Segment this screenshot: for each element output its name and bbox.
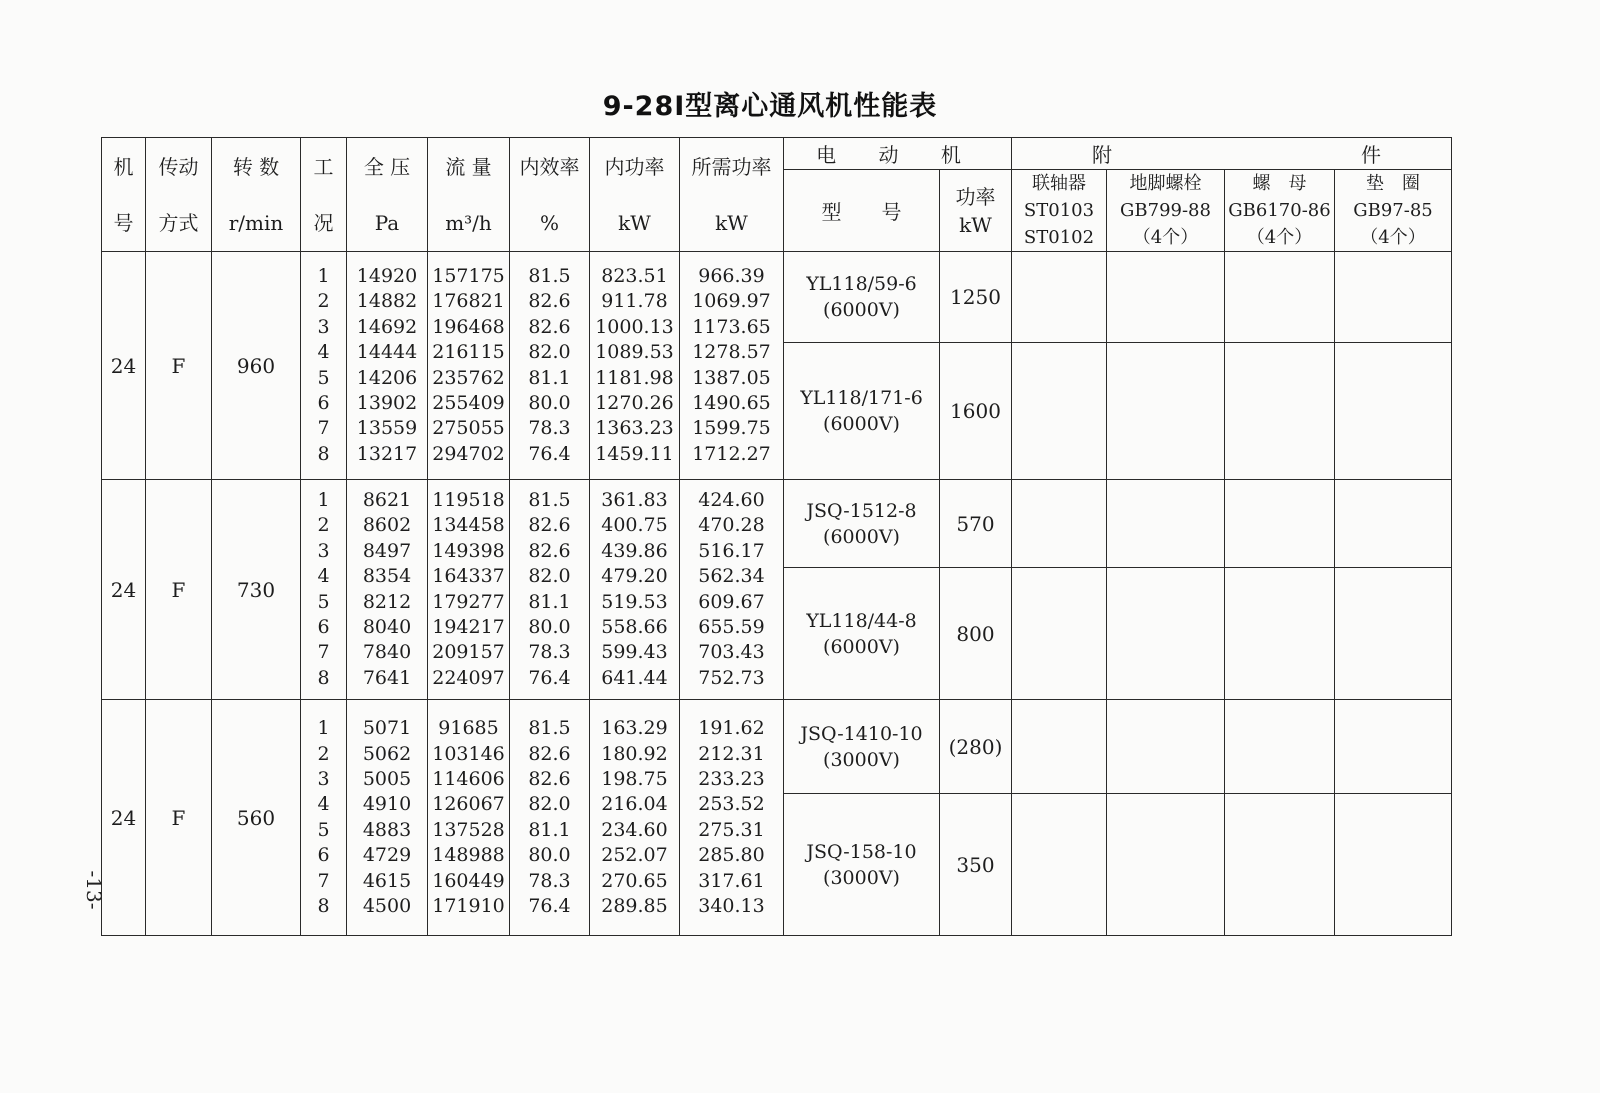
xiaolv-value: 81.5 (528, 717, 571, 740)
luomu-cell (1225, 700, 1335, 794)
gongkuang-value: 4 (317, 565, 330, 588)
neigonglv-value: 641.44 (601, 666, 668, 689)
liuliang-value: 126067 (432, 793, 505, 816)
neigonglv-col (590, 700, 680, 936)
liuliang-col (428, 480, 510, 700)
header-zhuanshu: 转 数 r/min (212, 138, 301, 252)
neigonglv-value: 198.75 (601, 767, 668, 790)
liuliang-value: 294702 (432, 442, 505, 465)
quanya-value: 5062 (362, 742, 412, 765)
neigonglv-value: 558.66 (601, 616, 668, 639)
dijiao-cell (1107, 568, 1225, 700)
quanya-value: 8602 (362, 514, 412, 537)
motor-model-line: YL118/59-6 (806, 273, 917, 295)
suoxu-value: 233.23 (698, 767, 765, 790)
liuliang-value: 114606 (432, 767, 505, 790)
header-jian: 件 (1361, 143, 1381, 167)
neigonglv-value: 911.78 (601, 290, 668, 313)
liuliang-value: 91685 (438, 717, 499, 740)
suoxu-col (680, 252, 784, 480)
motor-power-cell: 350 (940, 794, 1012, 936)
dijiao-cell (1107, 252, 1225, 343)
header-dijiao: 地脚螺栓 GB799-88 （4个） (1107, 170, 1225, 252)
suoxu-value: 253.52 (698, 793, 765, 816)
motor-model-line: YL118/171-6 (800, 387, 923, 409)
suoxu-value: 212.31 (698, 742, 765, 765)
neigonglv-value: 234.60 (601, 818, 668, 841)
jihao-cell: 24 (102, 480, 146, 700)
quanya-value: 4500 (362, 894, 412, 917)
header-neigonglv: 内功率 kW (590, 138, 680, 252)
suoxu-value: 1069.97 (692, 290, 771, 313)
xiaolv-value: 81.1 (528, 818, 571, 841)
xiaolv-value: 81.5 (528, 264, 571, 287)
quanya-value: 14882 (356, 290, 418, 313)
neigonglv-value: 289.85 (601, 894, 668, 917)
liuliang-col (428, 252, 510, 480)
table-header (102, 138, 1452, 252)
motor-power-cell: 570 (940, 480, 1012, 568)
suoxu-value: 317.61 (698, 869, 765, 892)
liuliang-value: 255409 (432, 391, 505, 414)
luomu-cell (1225, 480, 1335, 568)
gongkuang-col (301, 252, 347, 480)
suoxu-value: 275.31 (698, 818, 765, 841)
xiaolv-value: 81.5 (528, 489, 571, 511)
liuliang-value: 179277 (432, 590, 505, 613)
suoxu-value: 1490.65 (692, 391, 771, 414)
dijiao-cell (1107, 343, 1225, 480)
quanya-value: 4883 (362, 818, 412, 841)
neigonglv-value: 1000.13 (595, 315, 674, 338)
motor-model-cell (784, 343, 940, 480)
suoxu-value: 1278.57 (692, 341, 771, 364)
neigonglv-value: 270.65 (601, 869, 668, 892)
header-motor-model: 型 号 (784, 170, 940, 252)
motor-model-line: JSQ-1410-10 (800, 722, 923, 745)
suoxu-value: 562.34 (698, 565, 765, 588)
quanya-value: 4729 (362, 844, 412, 867)
header-luomu: 螺 母 GB6170-86 （4个） (1225, 170, 1335, 252)
motor-model-line: (6000V) (823, 525, 900, 548)
motor-model-line: (3000V) (823, 748, 900, 771)
neigonglv-value: 180.92 (601, 742, 668, 765)
header-fu: 附 (1092, 143, 1112, 167)
quanya-value: 8497 (362, 539, 412, 562)
gongkuang-value: 7 (317, 417, 330, 440)
gongkuang-value: 1 (317, 264, 330, 287)
xiaolv-value: 80.0 (528, 391, 571, 414)
neigonglv-value: 1270.26 (595, 391, 674, 414)
quanya-value: 5005 (362, 767, 412, 790)
quanya-col (347, 480, 428, 700)
lianzhou-cell (1012, 480, 1107, 568)
neigonglv-value: 400.75 (601, 514, 668, 537)
quanya-value: 4910 (362, 793, 412, 816)
motor-model-line: JSQ-1512-8 (806, 499, 917, 522)
luomu-cell (1225, 794, 1335, 936)
motor-model-line: YL118/44-8 (806, 609, 917, 632)
header-motor: 电 动 机 (784, 138, 1012, 170)
xiaolv-value: 78.3 (528, 869, 571, 892)
neigonglv-value: 361.83 (601, 489, 668, 511)
liuliang-value: 196468 (432, 315, 505, 338)
motor-power-cell: 800 (940, 568, 1012, 700)
suoxu-value: 470.28 (698, 514, 765, 537)
neigonglv-value: 163.29 (601, 717, 668, 740)
suoxu-value: 1712.27 (692, 442, 771, 465)
liuliang-value: 164337 (432, 565, 505, 588)
liuliang-value: 160449 (432, 869, 505, 892)
header-lianzhou: 联轴器 ST0103 ST0102 (1012, 170, 1107, 252)
xiaolv-value: 81.1 (528, 366, 571, 389)
neigonglv-value: 479.20 (601, 565, 668, 588)
quanya-value: 7641 (362, 666, 412, 689)
header-liuliang: 流 量 m³/h (428, 138, 510, 252)
xiaolv-value: 82.6 (528, 742, 571, 765)
liuliang-value: 149398 (432, 539, 505, 562)
gongkuang-value: 1 (317, 489, 330, 511)
xiaolv-value: 78.3 (528, 417, 571, 440)
neigonglv-value: 1363.23 (595, 417, 674, 440)
zhuanshu-cell: 730 (212, 480, 301, 700)
lianzhou-cell (1012, 794, 1107, 936)
motor-model-cell (784, 480, 940, 568)
xiaolv-value: 82.6 (528, 767, 571, 790)
quanya-value: 8212 (362, 590, 412, 613)
neigonglv-value: 252.07 (601, 844, 668, 867)
suoxu-value: 655.59 (698, 616, 765, 639)
table-title: 9-28Ⅰ型离心通风机性能表 (602, 91, 938, 122)
motor-model-line: (6000V) (823, 635, 900, 658)
dianquan-cell (1335, 794, 1452, 936)
xiaolv-value: 82.6 (528, 539, 571, 562)
dijiao-cell (1107, 480, 1225, 568)
gongkuang-value: 3 (317, 539, 330, 562)
luomu-cell (1225, 252, 1335, 343)
lianzhou-cell (1012, 252, 1107, 343)
quanya-col (347, 700, 428, 936)
quanya-value: 14692 (356, 315, 418, 338)
motor-model-cell (784, 252, 940, 343)
quanya-value: 8621 (362, 489, 412, 511)
liuliang-value: 235762 (432, 366, 505, 389)
xiaolv-col (510, 700, 590, 936)
suoxu-value: 285.80 (698, 844, 765, 867)
liuliang-value: 224097 (432, 666, 505, 689)
liuliang-value: 171910 (432, 894, 505, 917)
suoxu-value: 609.67 (698, 590, 765, 613)
suoxu-value: 703.43 (698, 641, 765, 664)
quanya-value: 4615 (362, 869, 412, 892)
header-neixiaolv: 内效率 % (510, 138, 590, 252)
suoxu-value: 966.39 (698, 264, 765, 287)
suoxu-value: 516.17 (698, 539, 765, 562)
quanya-value: 5071 (362, 717, 412, 740)
quanya-col (347, 252, 428, 480)
lianzhou-cell (1012, 343, 1107, 480)
dianquan-cell (1335, 700, 1452, 794)
zhuanshu-cell: 560 (212, 700, 301, 936)
liuliang-value: 216115 (432, 341, 505, 364)
quanya-value: 13217 (356, 442, 418, 465)
xiaolv-value: 81.1 (528, 590, 571, 613)
gongkuang-value: 2 (317, 290, 330, 313)
chuandong-cell: F (146, 700, 212, 936)
xiaolv-value: 82.6 (528, 315, 571, 338)
gongkuang-value: 8 (317, 442, 330, 465)
xiaolv-value: 82.0 (528, 341, 571, 364)
gongkuang-value: 2 (317, 742, 330, 765)
motor-power-cell: 1250 (940, 252, 1012, 343)
dianquan-cell (1335, 480, 1452, 568)
header-chuandong: 传动 方式 (146, 138, 212, 252)
motor-power-cell: (280) (940, 700, 1012, 794)
neigonglv-value: 519.53 (601, 590, 668, 613)
motor-model-line: (6000V) (823, 299, 900, 321)
liuliang-value: 209157 (432, 641, 505, 664)
gongkuang-value: 5 (317, 818, 330, 841)
gongkuang-value: 3 (317, 315, 330, 338)
neigonglv-value: 823.51 (601, 264, 668, 287)
xiaolv-value: 76.4 (528, 442, 571, 465)
suoxu-value: 191.62 (698, 717, 765, 740)
xiaolv-value: 76.4 (528, 894, 571, 917)
liuliang-value: 275055 (432, 417, 505, 440)
motor-model-cell (784, 700, 940, 794)
liuliang-value: 119518 (432, 489, 505, 511)
quanya-value: 14920 (356, 264, 418, 287)
suoxu-col (680, 700, 784, 936)
xiaolv-value: 82.0 (528, 793, 571, 816)
group-row (102, 252, 1452, 343)
suoxu-value: 1599.75 (692, 417, 771, 440)
gongkuang-value: 6 (317, 844, 330, 867)
zhuanshu-cell: 960 (212, 252, 301, 480)
gongkuang-value: 2 (317, 514, 330, 537)
dijiao-cell (1107, 794, 1225, 936)
header-quanya: 全 压 Pa (347, 138, 428, 252)
header-gongkuang: 工 况 (301, 138, 347, 252)
suoxu-col (680, 480, 784, 700)
group-row (102, 700, 1452, 794)
gongkuang-value: 5 (317, 366, 330, 389)
neigonglv-value: 216.04 (601, 793, 668, 816)
motor-model-cell (784, 794, 940, 936)
xiaolv-value: 82.0 (528, 565, 571, 588)
xiaolv-value: 78.3 (528, 641, 571, 664)
page-number: -13- (82, 870, 106, 910)
gongkuang-value: 4 (317, 341, 330, 364)
liuliang-value: 148988 (432, 844, 505, 867)
gongkuang-value: 3 (317, 767, 330, 790)
suoxu-value: 1173.65 (692, 315, 771, 338)
gongkuang-col (301, 700, 347, 936)
quanya-value: 7840 (362, 641, 412, 664)
suoxu-value: 752.73 (698, 666, 765, 689)
quanya-value: 14206 (356, 366, 418, 389)
quanya-value: 8354 (362, 565, 412, 588)
neigonglv-value: 1459.11 (595, 442, 674, 465)
quanya-value: 13559 (356, 417, 418, 440)
dianquan-cell (1335, 252, 1452, 343)
jihao-cell: 24 (102, 252, 146, 480)
fan-performance-table (101, 137, 1452, 936)
dianquan-cell (1335, 343, 1452, 480)
xiaolv-value: 80.0 (528, 616, 571, 639)
liuliang-value: 194217 (432, 616, 505, 639)
table-body (102, 252, 1452, 936)
neigonglv-col (590, 252, 680, 480)
liuliang-value: 157175 (432, 264, 505, 287)
neigonglv-value: 439.86 (601, 539, 668, 562)
neigonglv-value: 599.43 (601, 641, 668, 664)
header-suoxu: 所需功率 kW (680, 138, 784, 252)
gongkuang-value: 6 (317, 391, 330, 414)
gongkuang-col (301, 480, 347, 700)
dianquan-cell (1335, 568, 1452, 700)
liuliang-value: 134458 (432, 514, 505, 537)
xiaolv-value: 76.4 (528, 666, 571, 689)
suoxu-value: 1387.05 (692, 366, 771, 389)
xiaolv-value: 82.6 (528, 290, 571, 313)
motor-model-line: (6000V) (823, 413, 900, 435)
liuliang-value: 137528 (432, 818, 505, 841)
motor-model-line: (3000V) (823, 866, 900, 889)
dijiao-cell (1107, 700, 1225, 794)
motor-model-cell (784, 568, 940, 700)
gongkuang-value: 7 (317, 641, 330, 664)
motor-power-cell: 1600 (940, 343, 1012, 480)
quanya-value: 13902 (356, 391, 418, 414)
xiaolv-col (510, 480, 590, 700)
xiaolv-col (510, 252, 590, 480)
header-motor-power: 功率 kW (940, 170, 1012, 252)
gongkuang-value: 8 (317, 894, 330, 917)
suoxu-value: 340.13 (698, 894, 765, 917)
header-fujian (1012, 138, 1452, 170)
xiaolv-value: 82.6 (528, 514, 571, 537)
chuandong-cell: F (146, 480, 212, 700)
jihao-cell: 24 (102, 700, 146, 936)
gongkuang-value: 6 (317, 616, 330, 639)
neigonglv-value: 1089.53 (595, 341, 674, 364)
neigonglv-col (590, 480, 680, 700)
suoxu-value: 424.60 (698, 489, 765, 511)
gongkuang-value: 7 (317, 869, 330, 892)
quanya-value: 8040 (362, 616, 412, 639)
luomu-cell (1225, 343, 1335, 480)
gongkuang-value: 8 (317, 666, 330, 689)
xiaolv-value: 80.0 (528, 844, 571, 867)
liuliang-value: 176821 (432, 290, 505, 313)
motor-model-line: JSQ-158-10 (806, 840, 917, 863)
group-row (102, 480, 1452, 568)
luomu-cell (1225, 568, 1335, 700)
liuliang-value: 103146 (432, 742, 505, 765)
liuliang-col (428, 700, 510, 936)
gongkuang-value: 4 (317, 793, 330, 816)
lianzhou-cell (1012, 568, 1107, 700)
lianzhou-cell (1012, 700, 1107, 794)
quanya-value: 14444 (356, 341, 418, 364)
header-jihao: 机 号 (102, 138, 146, 252)
neigonglv-value: 1181.98 (595, 366, 674, 389)
gongkuang-value: 5 (317, 590, 330, 613)
chuandong-cell: F (146, 252, 212, 480)
header-dianquan: 垫 圈 GB97-85 （4个） (1335, 170, 1452, 252)
gongkuang-value: 1 (317, 717, 330, 740)
